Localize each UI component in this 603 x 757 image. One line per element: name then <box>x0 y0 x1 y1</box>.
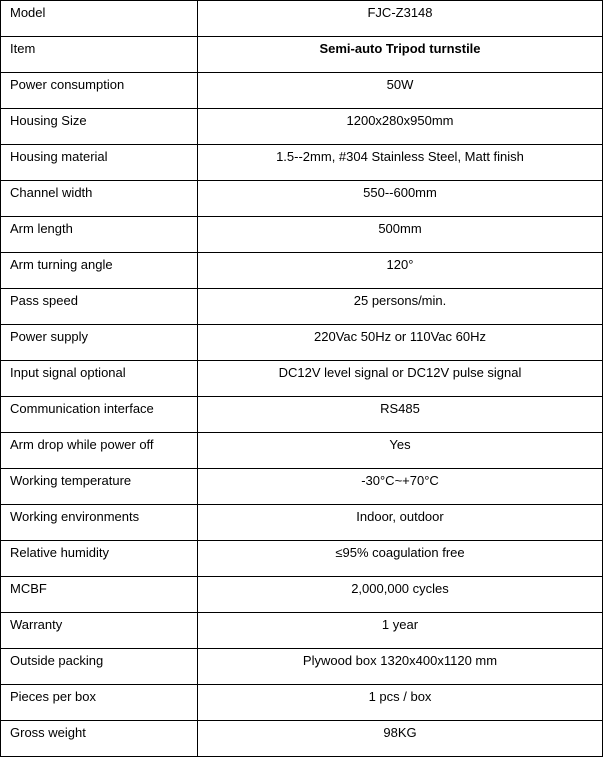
spec-value-cell: -30°C~+70°C <box>198 469 603 505</box>
spec-label-cell: Item <box>1 37 198 73</box>
spec-value-cell: DC12V level signal or DC12V pulse signal <box>198 361 603 397</box>
table-row <box>1 721 603 757</box>
table-row <box>1 361 603 397</box>
table-row <box>1 253 603 289</box>
spec-label-cell: Housing Size <box>1 109 198 145</box>
spec-value-cell: 1200x280x950mm <box>198 109 603 145</box>
table-row <box>1 145 603 181</box>
spec-value-cell: 2,000,000 cycles <box>198 577 603 613</box>
spec-value-cell: Plywood box 1320x400x1120 mm <box>198 649 603 685</box>
specification-table-body <box>1 1 603 757</box>
spec-label-cell: Outside packing <box>1 649 198 685</box>
spec-value-cell: 1 pcs / box <box>198 685 603 721</box>
spec-label-cell: Power consumption <box>1 73 198 109</box>
spec-label-cell: Model <box>1 1 198 37</box>
spec-label-cell: Channel width <box>1 181 198 217</box>
table-row <box>1 505 603 541</box>
spec-value-cell: 120° <box>198 253 603 289</box>
table-row <box>1 397 603 433</box>
table-row <box>1 109 603 145</box>
spec-label-cell: Pass speed <box>1 289 198 325</box>
table-row <box>1 433 603 469</box>
spec-label-cell: Arm turning angle <box>1 253 198 289</box>
spec-value-cell: 1 year <box>198 613 603 649</box>
spec-label-cell: Working temperature <box>1 469 198 505</box>
spec-label-cell: Pieces per box <box>1 685 198 721</box>
spec-value-cell: Semi-auto Tripod turnstile <box>198 37 603 73</box>
spec-label-cell: Input signal optional <box>1 361 198 397</box>
table-row <box>1 469 603 505</box>
table-row <box>1 649 603 685</box>
table-row <box>1 577 603 613</box>
table-row <box>1 541 603 577</box>
table-row <box>1 73 603 109</box>
table-row <box>1 217 603 253</box>
table-row <box>1 1 603 37</box>
spec-value-cell: FJC-Z3148 <box>198 1 603 37</box>
spec-label-cell: Gross weight <box>1 721 198 757</box>
spec-label-cell: Relative humidity <box>1 541 198 577</box>
spec-label-cell: Warranty <box>1 613 198 649</box>
spec-label-cell: Arm length <box>1 217 198 253</box>
spec-label-cell: MCBF <box>1 577 198 613</box>
spec-value-cell: ≤95% coagulation free <box>198 541 603 577</box>
spec-value-cell: 550--600mm <box>198 181 603 217</box>
spec-value-cell: 220Vac 50Hz or 110Vac 60Hz <box>198 325 603 361</box>
spec-label-cell: Arm drop while power off <box>1 433 198 469</box>
table-row <box>1 685 603 721</box>
spec-value-cell: 50W <box>198 73 603 109</box>
spec-label-cell: Power supply <box>1 325 198 361</box>
table-row <box>1 37 603 73</box>
spec-value-cell: 500mm <box>198 217 603 253</box>
spec-label-cell: Communication interface <box>1 397 198 433</box>
table-row <box>1 181 603 217</box>
spec-label-cell: Working environments <box>1 505 198 541</box>
spec-value-cell: 98KG <box>198 721 603 757</box>
spec-label-cell: Housing material <box>1 145 198 181</box>
table-row <box>1 613 603 649</box>
spec-value-cell: RS485 <box>198 397 603 433</box>
spec-value-cell: Yes <box>198 433 603 469</box>
table-row <box>1 325 603 361</box>
spec-value-cell: 25 persons/min. <box>198 289 603 325</box>
table-row <box>1 289 603 325</box>
spec-value-cell: Indoor, outdoor <box>198 505 603 541</box>
spec-value-cell: 1.5--2mm, #304 Stainless Steel, Matt finish <box>198 145 603 181</box>
